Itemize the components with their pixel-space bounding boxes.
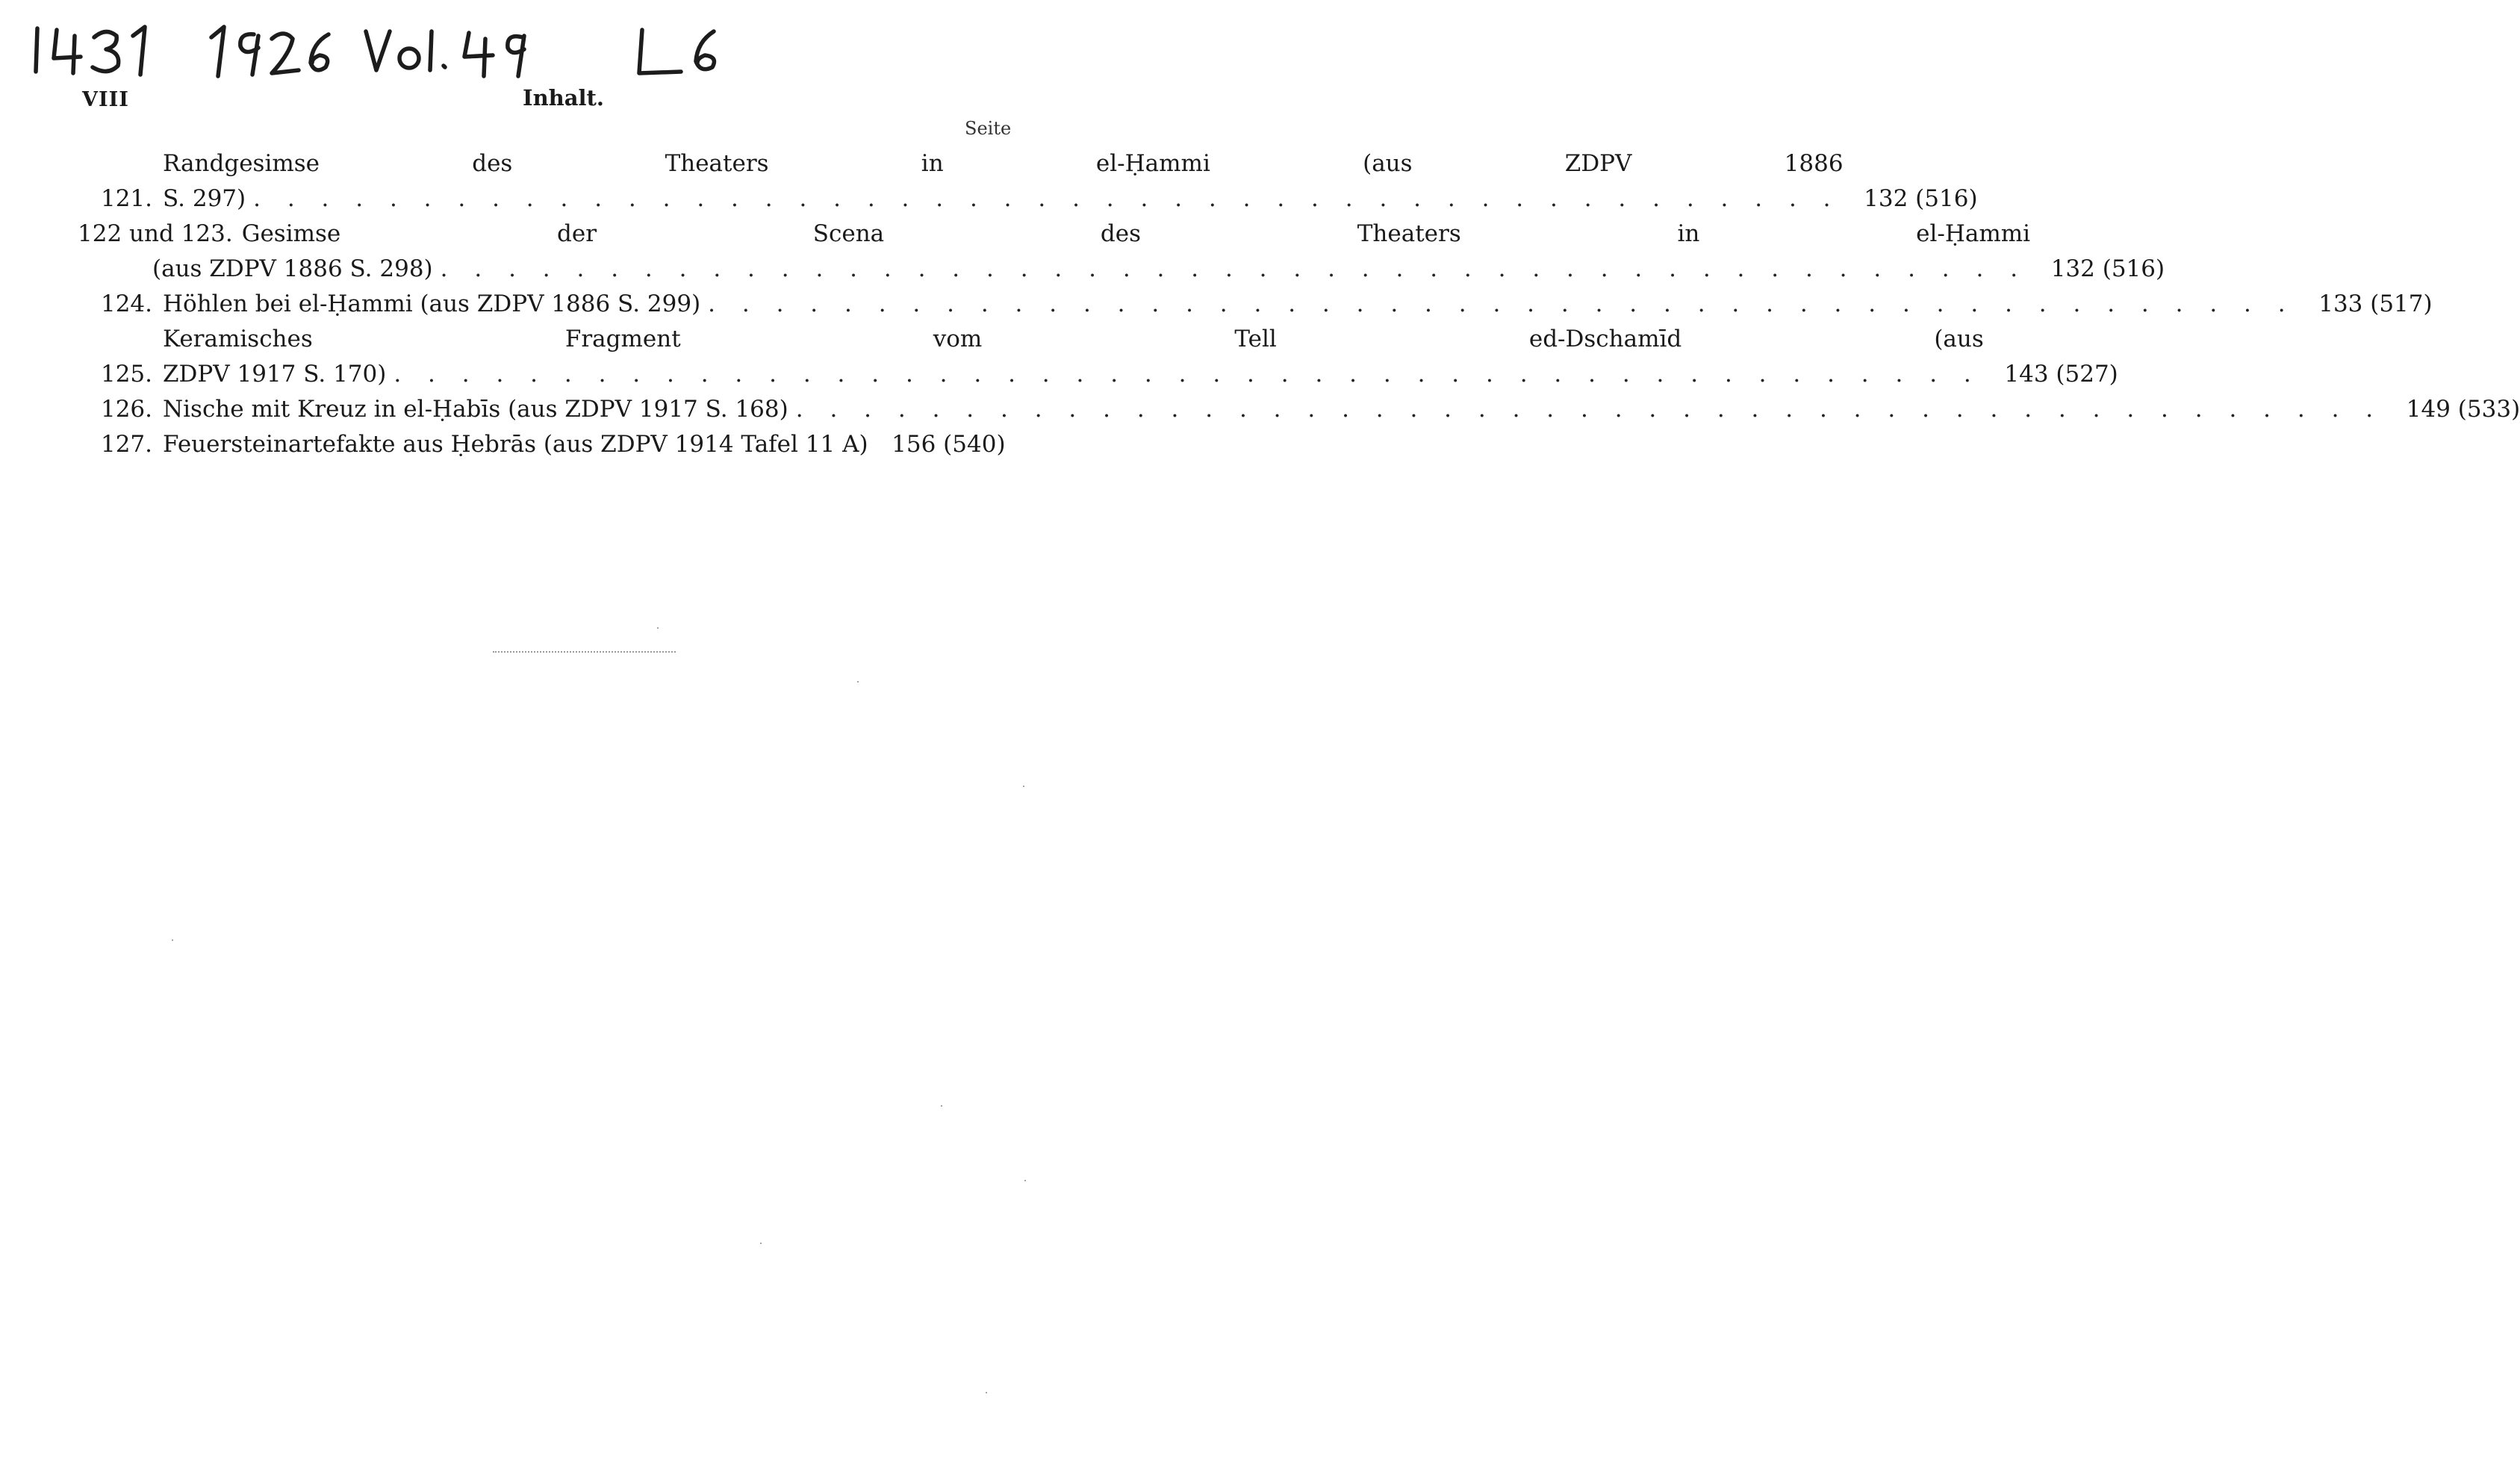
scan-speck — [857, 681, 859, 683]
toc-entry — [81, 287, 2433, 322]
toc-entry — [81, 146, 1978, 217]
dot-leader — [700, 287, 2295, 322]
entry-text — [163, 392, 2520, 427]
running-title: Inhalt. — [523, 85, 605, 111]
entry-line: Randgesimse des Theaters in el-Ḥammi (aus ZDPV 1886 — [163, 150, 1844, 177]
toc-entry — [81, 427, 1059, 462]
dot-leader — [788, 392, 2383, 427]
table-of-contents — [78, 146, 2520, 462]
entry-number: 126. — [100, 396, 152, 423]
page-column-label: Seite — [965, 118, 1012, 139]
toc-entry — [78, 217, 2165, 287]
entry-text — [163, 322, 2118, 392]
entry-page: 143 (527) — [2004, 361, 2118, 388]
dot-leader — [386, 357, 1980, 392]
entry-number: 127. — [100, 431, 152, 458]
entry-page: 156 (540) — [892, 431, 1006, 458]
dot-leader — [246, 181, 1840, 217]
entry-line: Nische mit Kreuz in el-Ḥabīs (aus ZDPV 1917 S. 168) — [163, 396, 788, 423]
entry-number: 125. — [100, 361, 152, 388]
scan-speck — [657, 627, 659, 629]
entry-line: Feuersteinartefakte aus Ḥebrās (aus ZDPV 1914 Tafel 11 A) — [163, 431, 868, 458]
scan-speck — [941, 1105, 942, 1107]
entry-text — [163, 287, 2433, 322]
entry-page: 133 (517) — [2318, 290, 2433, 317]
entry-line: Höhlen bei el-Ḥammi (aus ZDPV 1886 S. 299) — [163, 290, 701, 317]
scan-speck — [1023, 786, 1024, 787]
entry-page: 132 (516) — [2050, 255, 2165, 282]
entry-page: 149 (533) — [2406, 396, 2520, 423]
entry-line: S. 297) — [163, 185, 246, 212]
dot-leader — [433, 252, 2027, 287]
entry-text — [163, 427, 1059, 462]
entry-line: ZDPV 1917 S. 170) — [163, 361, 387, 388]
entry-line: Gesimse der Scena des Theaters in el-Ḥammi — [241, 220, 2031, 247]
page-number: VIII — [82, 88, 129, 111]
entry-line: Keramisches Fragment vom Tell ed-Dschamīd (aus — [163, 326, 1984, 352]
toc-entry — [81, 322, 2118, 392]
scan-speck — [1024, 1180, 1026, 1181]
entry-number: 122 und 123. — [78, 220, 233, 247]
entry-line: (aus ZDPV 1886 S. 298) — [152, 255, 433, 282]
entry-page: 132 (516) — [1864, 185, 1978, 212]
scan-speck — [986, 1392, 987, 1393]
scan-speck — [172, 939, 173, 941]
scan-artifact-line — [493, 651, 676, 653]
scan-speck — [760, 1243, 762, 1244]
entry-text — [163, 146, 1978, 217]
entry-number: 121. — [100, 185, 152, 212]
handwritten-annotation — [28, 13, 880, 88]
entry-text — [78, 217, 2165, 287]
toc-entry — [81, 392, 2520, 427]
entry-number: 124. — [100, 290, 152, 317]
